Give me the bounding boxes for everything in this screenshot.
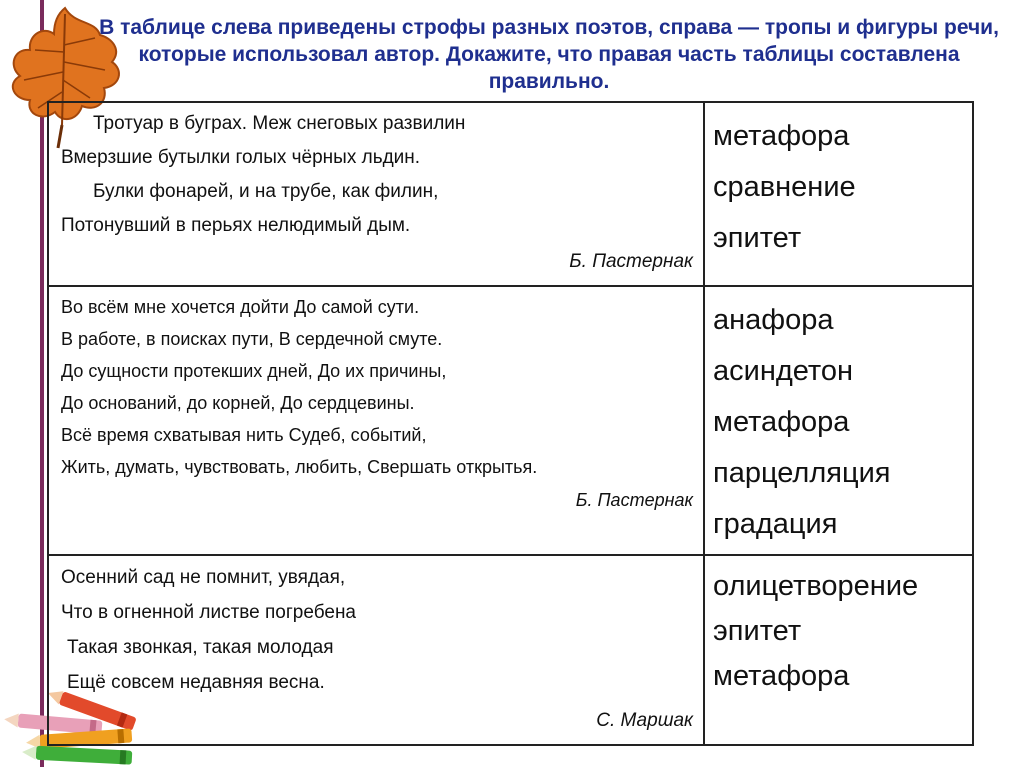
slide-title: В таблице слева приведены строфы разных поэтов, справа — тропы и фигуры речи, которые использовал автор. Докажите, что правая часть таблицы составлена правильно. <box>99 16 999 93</box>
tropes-table <box>47 101 974 746</box>
device-item: анафора <box>713 304 834 336</box>
poem-line: Тротуар в буграх. Меж снеговых развилин <box>93 113 466 134</box>
device-item: метафора <box>713 120 850 152</box>
poem-cell <box>48 555 704 745</box>
poem-line: До сущности протекших дней, До их причины, <box>61 361 447 381</box>
poem-line: Что в огненной листве погребена <box>61 602 357 623</box>
devices-cell <box>704 555 973 745</box>
table-row <box>48 555 973 745</box>
table-row <box>48 286 973 555</box>
poem-line: Жить, думать, чувствовать, любить, Свершать открытья. <box>61 457 538 477</box>
poem-line: Ещё совсем недавняя весна. <box>67 672 325 693</box>
poem-author: С. Маршак <box>596 710 693 731</box>
device-item: олицетворение <box>713 570 919 602</box>
poem-line: Булки фонарей, и на трубе, как филин, <box>93 181 439 202</box>
poem-line: Такая звонкая, такая молодая <box>67 637 334 658</box>
device-item: эпитет <box>713 615 802 647</box>
poem-line: В работе, в поисках пути, В сердечной смуте. <box>61 329 443 349</box>
device-item: метафора <box>713 406 850 438</box>
device-item: градация <box>713 508 838 540</box>
table-row <box>48 102 973 286</box>
device-item: эпитет <box>713 222 802 254</box>
poem-line: Всё время схватывая нить Судеб, событий, <box>61 425 427 445</box>
poem-line: Потонувший в перьях нелюдимый дым. <box>61 215 411 236</box>
devices-cell <box>704 102 973 286</box>
poem-cell <box>48 102 704 286</box>
poem-line: Во всём мне хочется дойти До самой сути. <box>61 297 420 317</box>
devices-cell <box>704 286 973 555</box>
poem-line: До оснований, до корней, До сердцевины. <box>61 393 415 413</box>
device-item: сравнение <box>713 171 856 203</box>
device-item: парцелляция <box>713 457 891 489</box>
poem-author: Б. Пастернак <box>575 490 693 510</box>
poem-author: Б. Пастернак <box>569 251 693 272</box>
poem-line: Вмерзшие бутылки голых чёрных льдин. <box>61 147 421 168</box>
poem-line: Осенний сад не помнит, увядая, <box>61 567 346 588</box>
device-item: асиндетон <box>713 355 854 387</box>
poem-cell <box>48 286 704 555</box>
device-item: метафора <box>713 660 850 692</box>
